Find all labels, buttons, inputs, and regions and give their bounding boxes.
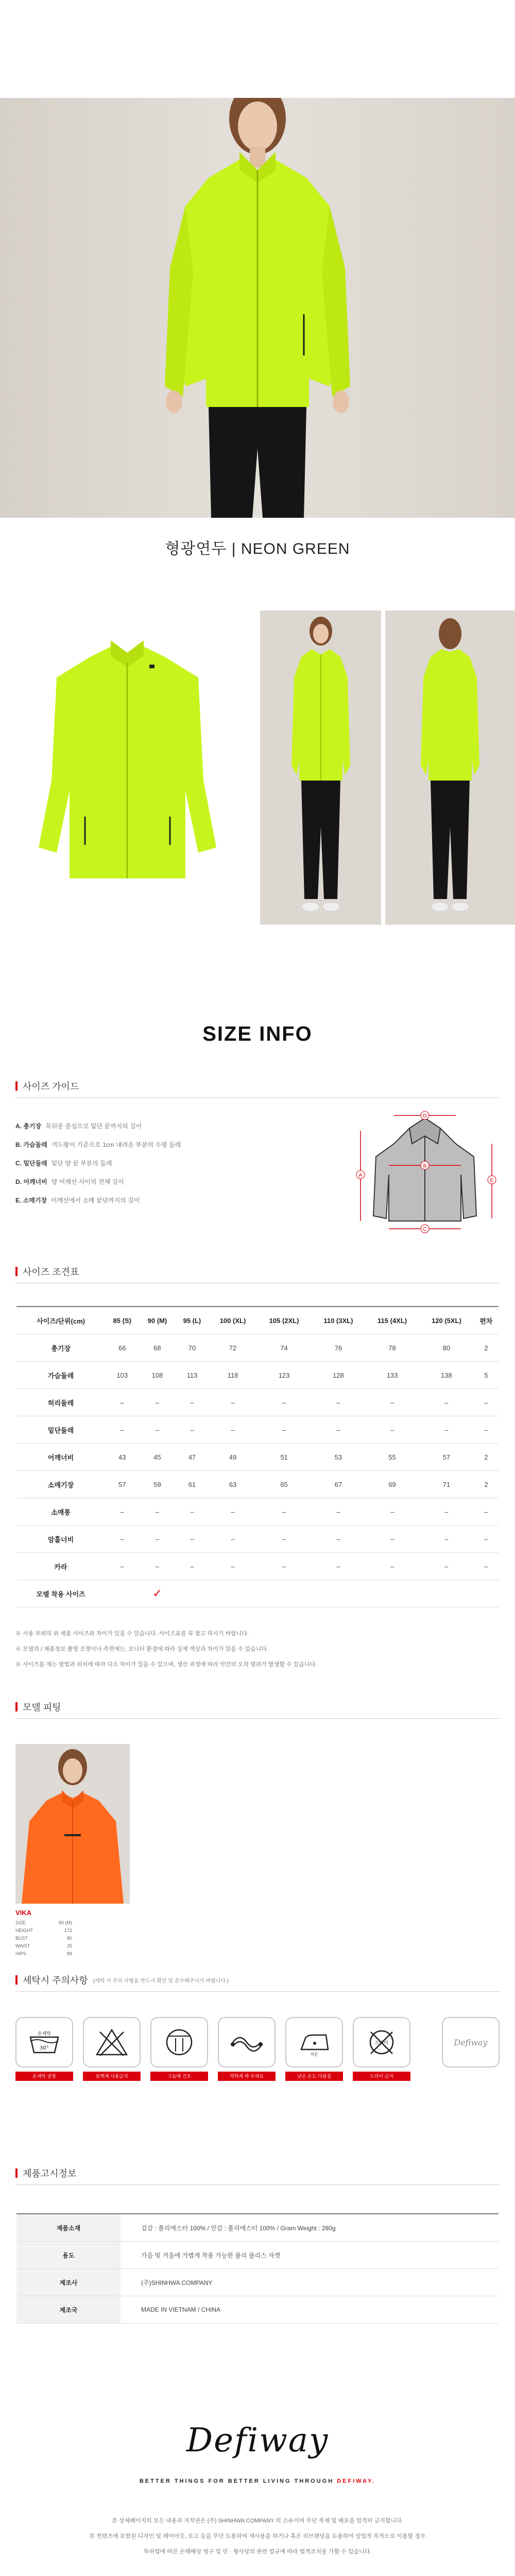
size-cell: 45 (139, 1444, 175, 1471)
size-cell (419, 1580, 474, 1607)
size-cell: – (139, 1389, 175, 1416)
size-cell: 63 (209, 1471, 256, 1498)
size-cell: – (257, 1526, 312, 1553)
model-back-small-illustration (385, 611, 515, 925)
size-cell (365, 1580, 419, 1607)
size-table-row (16, 1389, 499, 1416)
size-cell: 113 (175, 1362, 209, 1389)
size-table-heading (15, 1265, 79, 1278)
heading-bar (15, 1081, 18, 1091)
care-brand-item (442, 2017, 500, 2067)
size-row-label: 소매통 (16, 1498, 105, 1526)
diagram-label-b: B (423, 1163, 427, 1169)
svg-text:드라이: 드라이 (374, 2041, 389, 2046)
size-cell: – (139, 1416, 175, 1444)
model-stat-row: WAIST 25 (15, 1943, 72, 1948)
model-stat-row: HEIGHT 172 (15, 1928, 72, 1933)
model-stat-row: SIZE 90 (M) (15, 1920, 72, 1925)
size-cell: – (365, 1526, 419, 1553)
care-item (285, 2017, 343, 2081)
size-info-title: SIZE INFO (202, 1023, 313, 1045)
size-cell: – (105, 1389, 139, 1416)
size-cell: 123 (257, 1362, 312, 1389)
copyright-text: 본 상세페이지의 모든 내용과 저작권은 (주) SHINHWA COMPANY 의 소유이며 무단 복제 및 배포를 엄격히 금지합니다. 본 컨텐츠에 포함된 디자인 및 레이아웃, 로고 등을 무단 도용하여 재사용을 하거나 혹은 리브랜딩을 도용하여 상업적 목적으로 이용할 경우 특허법에 따른 손해배상 청구 및 민 · 형사상의 관련 법규에 따라 법적조치를 가할 수 있습니다. (89, 2518, 426, 2555)
size-cell: – (419, 1526, 474, 1553)
size-table-row (16, 1444, 499, 1471)
size-row-label: 밑단둘레 (16, 1416, 105, 1444)
diagram-label-a: A (358, 1173, 363, 1178)
size-table-row (16, 1362, 499, 1389)
size-table (16, 1306, 499, 1607)
guide-row-d: D. 어깨너비 양 어깨선 사이의 전체 길이 (15, 1178, 124, 1185)
size-cell: – (312, 1526, 366, 1553)
size-cell: ✓ (139, 1580, 175, 1607)
size-cell: 55 (365, 1444, 419, 1471)
size-row-label: 카라 (16, 1553, 105, 1580)
guide-row-a: A. 총기장 목뒤중 중심으로 밑단 끝까지의 길이 (15, 1123, 142, 1130)
size-header-cell: 100 (XL) (209, 1307, 256, 1334)
info-row: 제품소재 겉감 : 폴리에스터 100% / 안감 : 폴리에스터 100% / Gram Weight : 280g (16, 2214, 499, 2242)
size-cell: – (257, 1553, 312, 1580)
size-cell: – (105, 1526, 139, 1553)
note: ※ 사용 부위의 위 제품 사이즈와 차이가 있을 수 있습니다. 사이즈표를 꼭 참고 하시기 바랍니다. (15, 1631, 249, 1637)
size-cell: – (419, 1498, 474, 1526)
size-cell (474, 1580, 499, 1607)
size-cell: – (105, 1416, 139, 1444)
shade-dry-icon (161, 2027, 197, 2058)
size-table-row (16, 1416, 499, 1444)
guide-row-b: B. 가슴둘레 겨드랑이 기준으로 1cm 내려온 부분의 수평 둘레 (15, 1141, 181, 1148)
care-label: 그늘에 건조 (150, 2072, 208, 2081)
svg-text:30°: 30° (40, 2045, 49, 2051)
info-row: 제조국 MADE IN VIETNAM / CHINA (16, 2296, 499, 2324)
model-front-small-illustration (260, 611, 381, 925)
model-stat-row: HIPS 89 (15, 1951, 72, 1956)
brand-tagline: BETTER THINGS FOR BETTER LIVING THROUGH DEFIWAY. (139, 2478, 376, 2484)
size-header-cell: 편차 (474, 1307, 499, 1334)
size-header-cell: 95 (L) (175, 1307, 209, 1334)
size-cell: – (139, 1526, 175, 1553)
size-table-row (16, 1471, 499, 1498)
size-cell: 61 (175, 1471, 209, 1498)
brand-logo: Defiway (186, 2421, 329, 2460)
size-row-label: 암홀너비 (16, 1526, 105, 1553)
size-cell: – (209, 1526, 256, 1553)
gentle-wring-icon (229, 2027, 265, 2058)
size-cell: – (365, 1389, 419, 1416)
size-cell: 78 (365, 1334, 419, 1362)
size-cell (312, 1580, 366, 1607)
svg-text:저온: 저온 (310, 2052, 318, 2057)
size-cell: – (209, 1498, 256, 1526)
care-item (353, 2017, 410, 2081)
size-cell: 57 (105, 1471, 139, 1498)
size-cell: – (175, 1389, 209, 1416)
guide-row-c: C. 밑단둘레 밑단 양 끝 부분의 둘레 (15, 1160, 112, 1167)
note: ※ 사이즈를 재는 방법과 위치에 따라 다소 차이가 있을 수 있으며, 생산 과정에 따라 약간의 오차 범위가 발생할 수 있습니다. (15, 1662, 317, 1668)
model-stats (15, 1919, 72, 1958)
size-cell: – (175, 1498, 209, 1526)
size-cell: 138 (419, 1362, 474, 1389)
size-header-cell: 120 (5XL) (419, 1307, 474, 1334)
size-header-cell: 115 (4XL) (365, 1307, 419, 1334)
care-label: 손세탁 권장 (15, 2072, 73, 2081)
heading-bar (15, 1975, 18, 1985)
divider (15, 1991, 500, 1992)
model-front-image (260, 611, 381, 925)
size-cell (209, 1580, 256, 1607)
size-table-body (16, 1334, 499, 1607)
size-cell: 59 (139, 1471, 175, 1498)
care-symbols (15, 2017, 500, 2089)
size-cell: – (209, 1416, 256, 1444)
size-row-label: 모델 착용 사이즈 (16, 1580, 105, 1607)
divider (15, 1718, 500, 1719)
product-info-heading-text: 제품고시정보 (23, 2168, 77, 2179)
size-cell: 103 (105, 1362, 139, 1389)
size-cell (175, 1580, 209, 1607)
size-cell: 2 (474, 1471, 499, 1498)
size-cell: – (257, 1389, 312, 1416)
size-cell: – (474, 1498, 499, 1526)
flat-jacket-illustration (0, 611, 255, 925)
size-guide-heading (15, 1079, 79, 1093)
size-cell: 74 (257, 1334, 312, 1362)
size-cell: 70 (175, 1334, 209, 1362)
size-table-row (16, 1498, 499, 1526)
size-cell: 66 (105, 1334, 139, 1362)
size-row-label: 가슴둘레 (16, 1362, 105, 1389)
size-cell: 65 (257, 1471, 312, 1498)
size-guide-list (15, 1117, 314, 1210)
size-cell: 2 (474, 1334, 499, 1362)
care-item (15, 2017, 73, 2081)
size-cell: – (105, 1553, 139, 1580)
size-header-cell: 사이즈/단위(cm) (16, 1307, 105, 1334)
model-stat-row: BUST 80 (15, 1936, 72, 1941)
size-cell: – (419, 1416, 474, 1444)
size-row-label: 허리둘레 (16, 1389, 105, 1416)
measurement-diagram (345, 1108, 505, 1236)
size-cell: 72 (209, 1334, 256, 1362)
size-cell: – (312, 1498, 366, 1526)
model-back-image (385, 611, 515, 925)
size-table-row (16, 1334, 499, 1362)
product-info-heading (15, 2166, 76, 2180)
product-info-table (16, 2213, 499, 2324)
note: ※ 모델의 / 제품정보 촬영 조명이나 측면에는, 모니터 환경에 따라 실제 색상과 차이가 있을 수 있습니다. (15, 1646, 269, 1652)
size-cell: 133 (365, 1362, 419, 1389)
model-front-illustration (0, 98, 515, 518)
diagram-label-e: E (490, 1178, 494, 1183)
care-heading-note: (세탁 시 주의 사항을 반드시 확인 및 준수해주시기 바랍니다.) (93, 1978, 229, 1984)
size-notes (15, 1626, 500, 1672)
size-cell: 43 (105, 1444, 139, 1471)
care-label: 드라이 금지 (353, 2072, 410, 2081)
divider (15, 1097, 500, 1098)
care-item (83, 2017, 141, 2081)
care-label: 표백제 사용금지 (83, 2072, 141, 2081)
size-cell: 53 (312, 1444, 366, 1471)
size-cell: – (474, 1389, 499, 1416)
model-fitting-photo (15, 1744, 130, 1904)
divider (15, 2184, 500, 2185)
guide-row-e: E. 소매기장 어깨선에서 소매 끝단까지의 길이 (15, 1197, 140, 1204)
size-cell: 76 (312, 1334, 366, 1362)
info-row: 용도 가을 및 겨울에 가볍게 착용 가능한 플리 플리스 자켓 (16, 2242, 499, 2269)
size-table-header-row (16, 1307, 499, 1334)
size-cell: 71 (419, 1471, 474, 1498)
size-cell: – (365, 1553, 419, 1580)
diagram-label-d: D (423, 1113, 427, 1119)
no-dry-clean-icon (364, 2027, 400, 2058)
size-cell: – (312, 1389, 366, 1416)
size-cell: – (474, 1416, 499, 1444)
color-caption: 형광연두 | NEON GREEN (165, 540, 350, 557)
size-cell: 67 (312, 1471, 366, 1498)
size-cell: 68 (139, 1334, 175, 1362)
svg-text:손세탁: 손세탁 (37, 2031, 52, 2037)
size-cell: – (312, 1416, 366, 1444)
size-cell: – (175, 1526, 209, 1553)
heading-bar (15, 2168, 18, 2178)
model-orange-illustration (15, 1744, 130, 1904)
size-table-row (16, 1526, 499, 1553)
size-cell: – (474, 1553, 499, 1580)
care-label: 낮은 온도 다림질 (285, 2072, 343, 2081)
model-fitting-heading-text: 모델 피팅 (23, 1702, 61, 1713)
size-cell: 69 (365, 1471, 419, 1498)
hand-wash-icon (26, 2027, 62, 2058)
size-cell: 2 (474, 1444, 499, 1471)
size-table-heading-text: 사이즈 조견표 (23, 1267, 79, 1277)
size-table-row (16, 1580, 499, 1607)
size-header-cell: 85 (S) (105, 1307, 139, 1334)
size-cell: 108 (139, 1362, 175, 1389)
size-cell: – (175, 1416, 209, 1444)
care-heading-text: 세탁시 주의사항 (23, 1975, 88, 1986)
size-cell: – (365, 1498, 419, 1526)
heading-bar (15, 1702, 18, 1711)
size-header-cell: 105 (2XL) (257, 1307, 312, 1334)
model-name: VIKA (15, 1909, 32, 1917)
model-fitting-heading (15, 1700, 61, 1714)
size-row-label: 소매기장 (16, 1471, 105, 1498)
size-cell: – (209, 1553, 256, 1580)
info-row: 제조사 (주)SHINHWA COMPANY (16, 2269, 499, 2296)
size-table-row (16, 1553, 499, 1580)
no-bleach-icon (94, 2027, 130, 2058)
size-cell: 57 (419, 1444, 474, 1471)
size-header-cell: 90 (M) (139, 1307, 175, 1334)
low-iron-icon (296, 2027, 332, 2058)
size-row-label: 총기장 (16, 1334, 105, 1362)
size-cell: 49 (209, 1444, 256, 1471)
hero-photo (0, 98, 515, 518)
size-cell: – (209, 1389, 256, 1416)
size-cell: 5 (474, 1362, 499, 1389)
care-label: 약하게 짜 주세요 (218, 2072, 276, 2081)
size-cell: – (257, 1498, 312, 1526)
care-brand-logo: Defiway (454, 2037, 488, 2047)
care-item (218, 2017, 276, 2081)
size-cell: – (175, 1553, 209, 1580)
diagram-label-c: C (423, 1227, 427, 1232)
size-cell (105, 1580, 139, 1607)
size-cell: 118 (209, 1362, 256, 1389)
flat-jacket-image (0, 611, 255, 925)
size-cell: – (105, 1498, 139, 1526)
size-cell: – (419, 1553, 474, 1580)
size-cell (257, 1580, 312, 1607)
size-guide-heading-text: 사이즈 가이드 (23, 1081, 79, 1092)
size-header-cell: 110 (3XL) (312, 1307, 366, 1334)
size-cell: 47 (175, 1444, 209, 1471)
care-heading (15, 1973, 229, 1987)
size-cell: – (312, 1553, 366, 1580)
size-row-label: 어깨너비 (16, 1444, 105, 1471)
size-cell: – (474, 1526, 499, 1553)
size-cell: – (139, 1553, 175, 1580)
heading-bar (15, 1267, 18, 1276)
size-cell: – (365, 1416, 419, 1444)
size-cell: – (139, 1498, 175, 1526)
size-cell: – (419, 1389, 474, 1416)
size-cell: – (257, 1416, 312, 1444)
size-cell: 80 (419, 1334, 474, 1362)
size-cell: 128 (312, 1362, 366, 1389)
care-item (150, 2017, 208, 2081)
size-cell: 51 (257, 1444, 312, 1471)
